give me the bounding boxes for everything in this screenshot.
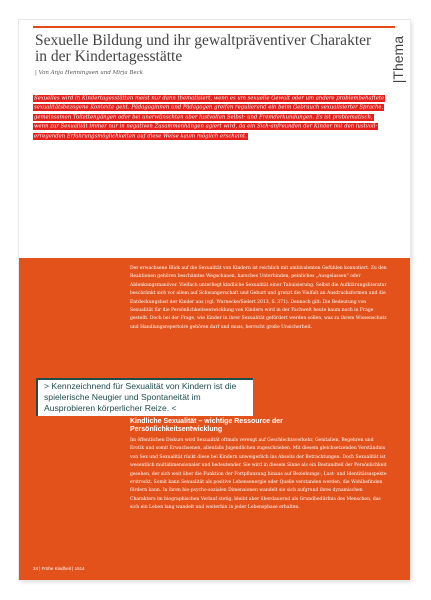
lead-paragraph xyxy=(33,94,388,142)
section-label xyxy=(388,28,408,108)
pull-quote xyxy=(36,378,253,416)
lead-block xyxy=(33,94,388,142)
page-footer: 24 | Frühe Kindheit | 1514 xyxy=(33,566,85,571)
section-subheading: Kindliche Sexualität – wichtige Ressource der Persönlichkeitsentwicklung xyxy=(130,418,283,434)
magazine-page xyxy=(19,20,410,580)
body-paragraph-2: Im öffentlichen Diskurs wird Sexualität oftmals verengt auf Geschlechtsverkehr, Genitalien, Begehren und Erotik und somit Erwachsenen, allenfalls Jugendlichen zugeschrieben. Mit diesem gleichsetzenden Verständnis von Sex und Sexualität rückt diese bei Kindern unweigerlich ins Abseits der Betrachtungen. Doch Sexualität ist wesentlich multidimensionaler und bedeutender. Sie wird in diesem Sinne als ein Bestandteil der Persönlichkeit gesehen, der sich weit über die Funktion der Fortpflanzung hinaus auf Beziehungs-, Lust- und Identitätsaspekte erstreckt. Somit kann Sexualität als positive Lebensenergie oder Quelle verstanden werden, die Wohlbefinden fördern kann. In ihren bio-psycho-sozialen Dimensionen wandelt sie sich aufgrund ihres dynamischen Charakters im biographischen Verlauf stetig, bleibt aber überdauernd als Grundbedürfnis des Menschen, das sich ein Leben lang wandelt und weiterhin in jeder Lebensphase erhalten. xyxy=(130,438,387,511)
article-authors: | Von Anja Henningsen und Mirja Beck xyxy=(35,70,144,76)
article-title: Sexuelle Bildung und ihr gewaltpräventiver Charakter in der Kindertagesstätte xyxy=(35,32,372,65)
lead-text: Sexuelles wird in Kindertagesstätten meist nur dann thematisiert, wenn es um sexuelle Gewalt oder um andere problembehaftete sexualitätsbezogene Kontexte geht. Pädagoginnen und Pädagogen greifen regulierend ein beim Gebrauch sexualisierter Sprache, gemeinsamen Toilettengängen oder bei unerwünschten aber lustvollen Selbst- und Fremderkundungen. Es ist problematisch, wenn zur Sexualität immer nur in negativen Zusammenhängen agiert wird, da ein Sich-anfreunden der Kinder mit den lustvoll-erregenden Erfahrungsmöglichkeiten auf diese Weise kaum möglich erscheint. xyxy=(34,95,385,140)
section-label-text: |Thema xyxy=(390,36,406,84)
top-rule xyxy=(33,26,395,28)
pull-quote-text: > Kennzeichnend für Sexualität von Kindern ist die spielerische Neugier und Spontaneität im Ausprobieren körperlicher Reize. < xyxy=(44,381,237,413)
body-paragraph-1: Der erwachsene Blick auf die Sexualität von Kindern ist reichlich mit ambivalenten Gefühlen konnotiert. Zu den Reaktionen gehören beschämtes Wegschauen, harsches Unterbinden, peinliches „Ausgelassen“ oder Ablenkungsmanöver. Vielfach unterliegt kindliche Sexualität einer Tabuisierung. Selbst die Aufklärungsliteratur beschränkt sich vor allem auf Schwangerschaft und Geburt und grenzt die Vielfalt an Ausdrucksformen und die Entdeckungslust der Kinder aus (vgl. Warnecke/Sielert 2013, S. 371). Dennoch gilt: Die Bedeutung von Sexualität für die Persönlichkeitsentwicklung von Kindern wird in der Fachwelt heute kaum noch in Frage gestellt. Doch bei der Frage, wie Kinder in ihrer Sexualität gefördert werden sollen, was zu ihrem Wissenschatz und Handlungsrepertoire gehören darf und muss, herrscht große Unsicherheit. xyxy=(130,266,387,330)
